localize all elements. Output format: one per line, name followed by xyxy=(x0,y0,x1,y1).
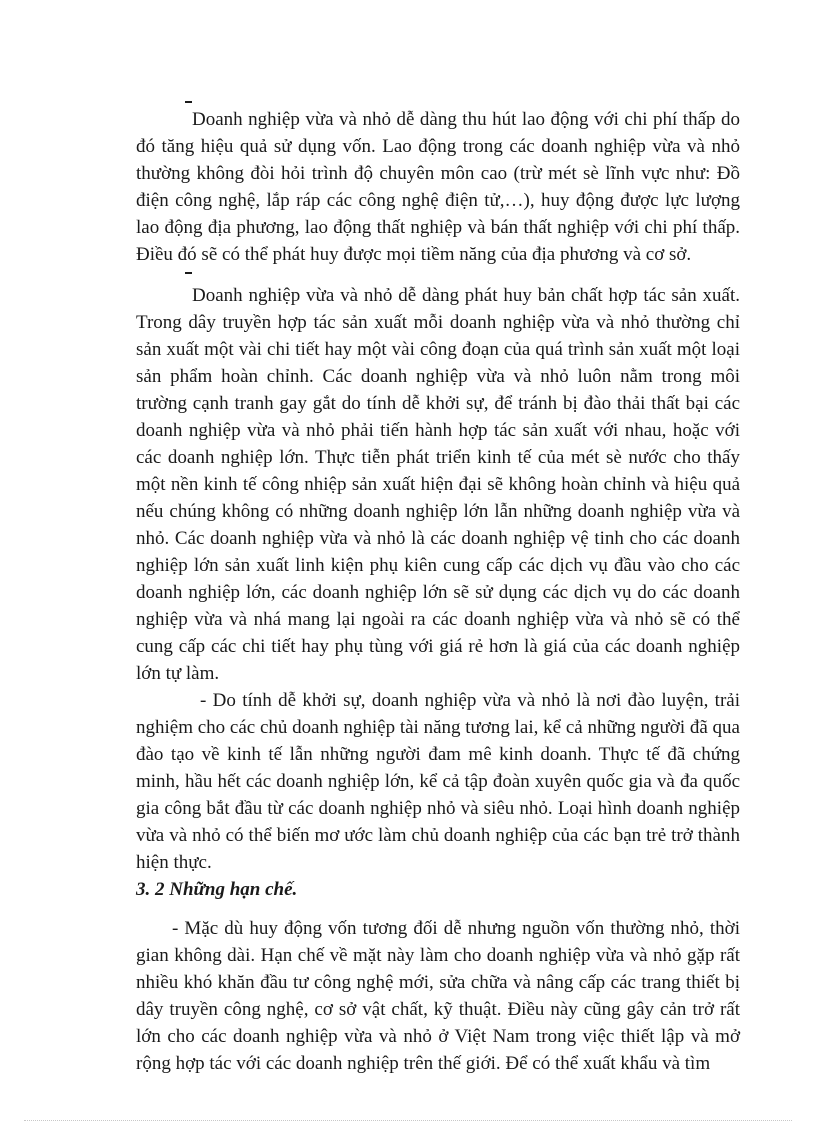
paragraph-1: Doanh nghiệp vừa và nhỏ dễ dàng thu hút lao động với chi phí thấp do đó tăng hiệu quả sử dụng vốn. Lao động trong các doanh nghiệp vừa và nhỏ thường không đòi hỏi trình độ chuyên môn cao (trừ mét sè lĩnh vực như: Đồ điện công nghệ, lắp ráp các công nghệ điện tử,…), huy động được lực lượng lao động địa phương, lao động thất nghiệp và bán thất nghiệp với chi phí thấp. Điều đó sẽ có thể phát huy được mọi tiềm năng của địa phương và cơ sở. xyxy=(136,109,740,265)
section-heading: 3. 2 Những hạn chế. xyxy=(136,879,298,900)
document-body xyxy=(136,106,740,1077)
paragraph-4: - Mặc dù huy động vốn tương đối dễ nhưng nguồn vốn thường nhỏ, thời gian không dài. Hạn chế về mặt này làm cho doanh nghiệp vừa và nhỏ gặp rất nhiều khó khăn đầu tư công nghệ mới, sửa chữa và nâng cấp các trang thiết bị dây truyền công nghệ, cơ sở vật chất, kỹ thuật. Điều này cũng gây cản trở rất lớn cho các doanh nghiệp vừa và nhỏ ở Việt Nam trong việc thiết lập và mở rộng hợp tác với các doanh nghiệp trên thế giới. Để có thể xuất khẩu và tìm xyxy=(136,918,740,1074)
paragraph-2: Doanh nghiệp vừa và nhỏ dễ dàng phát huy bản chất hợp tác sản xuất. Trong dây truyền hợp tác sản xuất mỗi doanh nghiệp vừa và nhỏ thường chỉ sản xuất một vài chi tiết hay một vài công đoạn của quá trình sản xuất một loại sản phẩm hoàn chỉnh. Các doanh nghiệp vừa và nhỏ luôn nằm trong môi trường cạnh tranh gay gắt do tính dễ khởi sự, để tránh bị đào thải thất bại các doanh nghiệp vừa và nhỏ phải tiến hành hợp tác sản xuất với nhau, hoặc với các doanh nghiệp lớn. Thực tiễn phát triển kinh tế của mét sè nước cho thấy một nền kinh tế công nhiệp sản xuất hiện đại sẽ không hoàn chỉnh và hiệu quả nếu chúng không có những doanh nghiệp lớn lẫn những doanh nghiệp vừa và nhỏ. Các doanh nghiệp vừa và nhỏ là các doanh nghiệp vệ tinh cho các doanh nghiệp lớn sản xuất linh kiện phụ kiên cung cấp các dịch vụ đầu vào cho các doanh nghiệp lớn, các doanh nghiệp lớn sẽ sử dụng các dịch vụ do các doanh nghiệp vừa và nhá mang lại ngoài ra các doanh nghiệp vừa và nhỏ sẽ có thể cung cấp các chi tiết hay phụ tùng với giá rẻ hơn là giá của các doanh nghiệp lớn tự làm. xyxy=(136,285,740,684)
paragraph-marker xyxy=(185,101,192,103)
page-bottom-rule xyxy=(24,1120,792,1121)
paragraph-3: - Do tính dễ khởi sự, doanh nghiệp vừa và nhỏ là nơi đào luyện, trải nghiệm cho các chủ doanh nghiệp tài năng tương lai, kể cả những người đã qua đào tạo về kinh tế lẫn những người đam mê kinh doanh. Thực tế đã chứng minh, hầu hết các doanh nghiệp lớn, kể cả tập đoàn xuyên quốc gia và đa quốc gia công bắt đầu từ các doanh nghiệp nhỏ và siêu nhỏ. Loại hình doanh nghiệp vừa và nhỏ có thể biến mơ ước làm chủ doanh nghiệp của các bạn trẻ trở thành hiện thực. xyxy=(136,690,740,873)
